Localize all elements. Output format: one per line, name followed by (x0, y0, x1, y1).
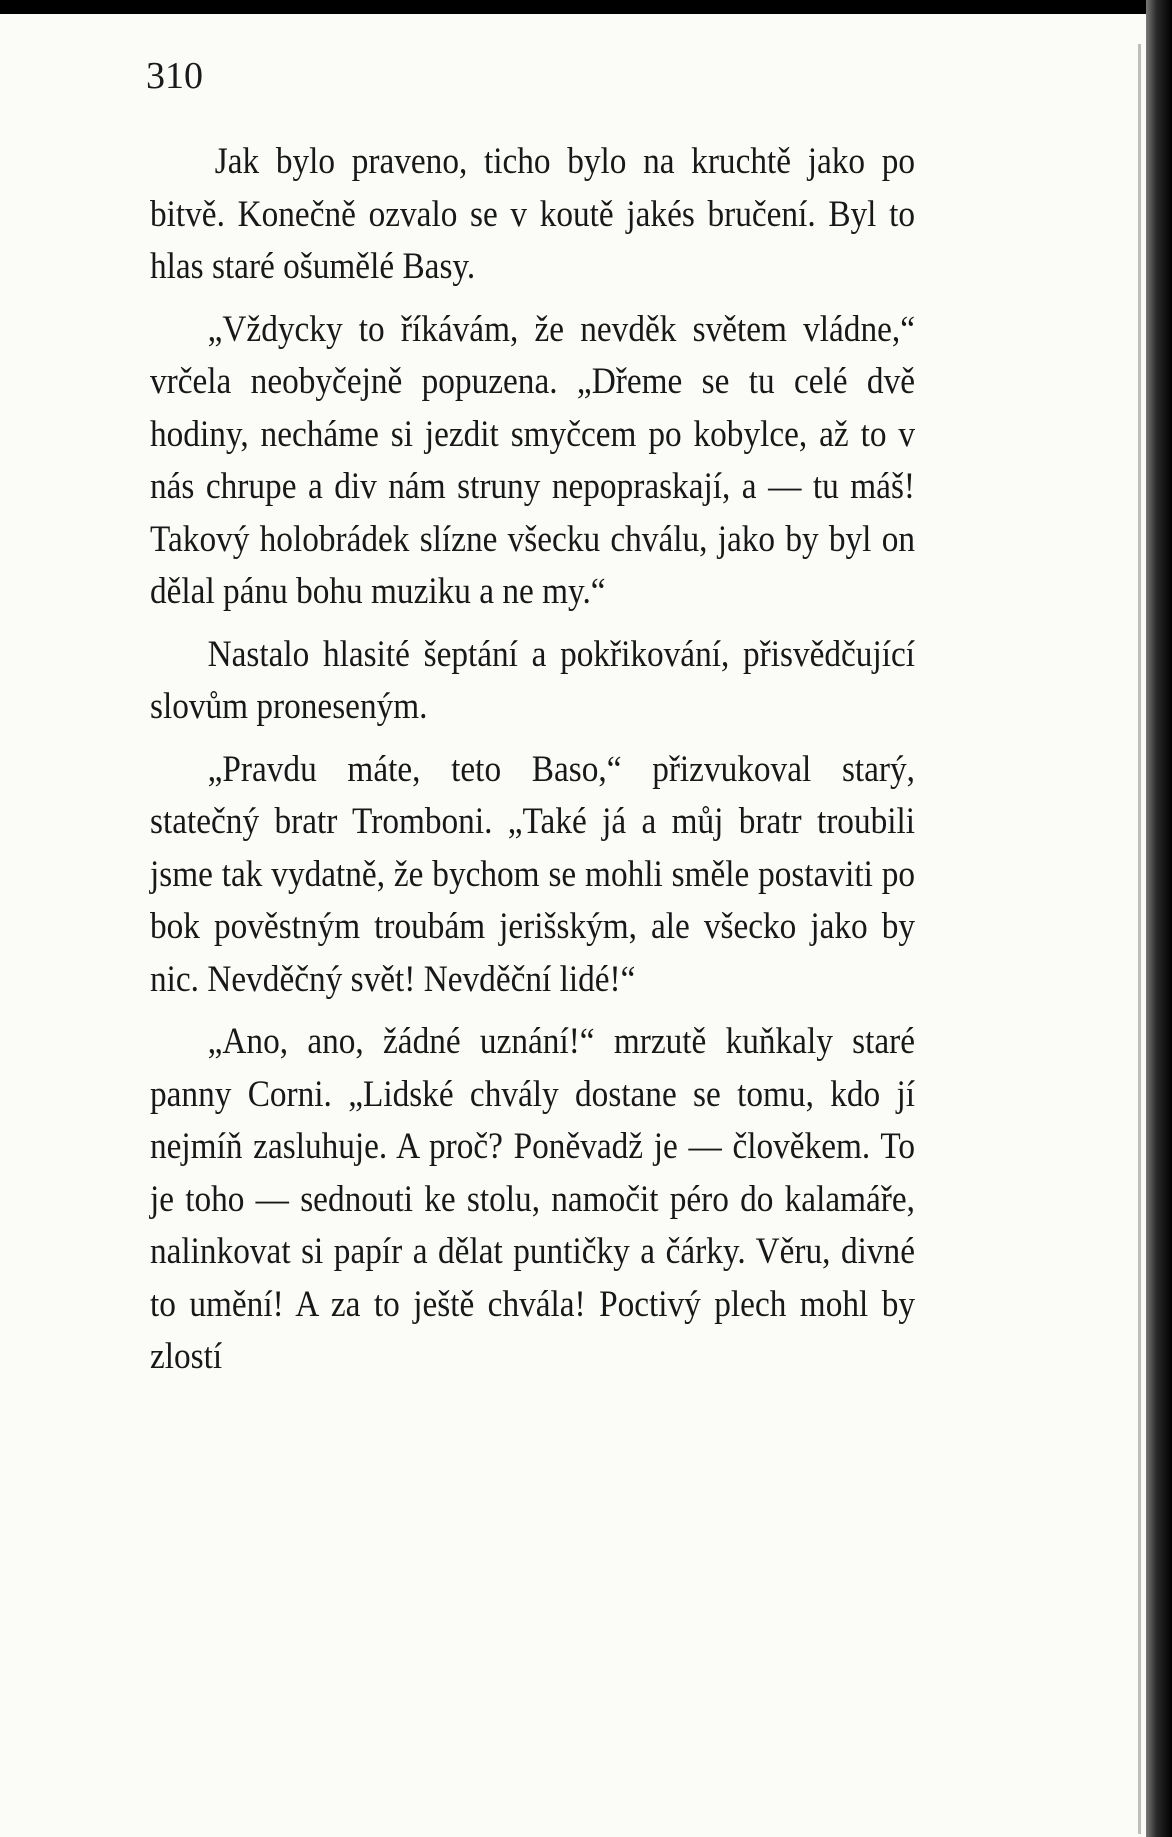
page-number: 310 (146, 55, 203, 97)
page-edge-line (1138, 44, 1141, 1834)
paragraph: „Ano, ano, žádné uznání!“ mrzutě kuňkaly staré panny Corni. „Lidské chvály dostane se tomu, kdo jí nejmíň zasluhuje. A proč? Poněvadž je — člověkem. To je toho — sednouti ke stolu, namočit péro do kalamáře, nalinkovat si papír a dělat puntičky a čárky. Věru, divné to umění! A za to ještě chvála! Poctivý plech mohl by zlostí (150, 1021, 916, 1377)
paragraph: „Vždycky to říkávám, že nevděk světem vládne,“ vrčela neobyčejně popuzena. „Dřeme se tu celé dvě hodiny, necháme si jezdit smyčcem po kobylce, až to v nás chrupe a div nám struny nepopraskají, a — tu máš! Takový holobrádek slízne všecku chválu, jako by byl on dělal pánu bohu muziku a ne my.“ (150, 308, 916, 612)
paragraph: Jak bylo praveno, ticho bylo na kruchtě jako po bitvě. Konečně ozvalo se v koutě jakés bručení. Byl to hlas staré ošumělé Basy. (150, 141, 915, 287)
paragraph: Nastalo hlasité šeptání a pokřikování, přisvědčující slovům proneseným. (150, 633, 916, 727)
paragraph: „Pravdu máte, teto Baso,“ přizvukoval starý, statečný bratr Tromboni. „Také já a můj bratr troubili jsme tak vydatně, že bychom se mohli směle postaviti po bok pověstným troubám jerišským, ale všecko jako by nic. Nevděčný svět! Nevděční lidé!“ (150, 748, 916, 1000)
book-page (0, 14, 1146, 1837)
scan-border (1146, 0, 1172, 1837)
body-text (150, 136, 915, 1394)
